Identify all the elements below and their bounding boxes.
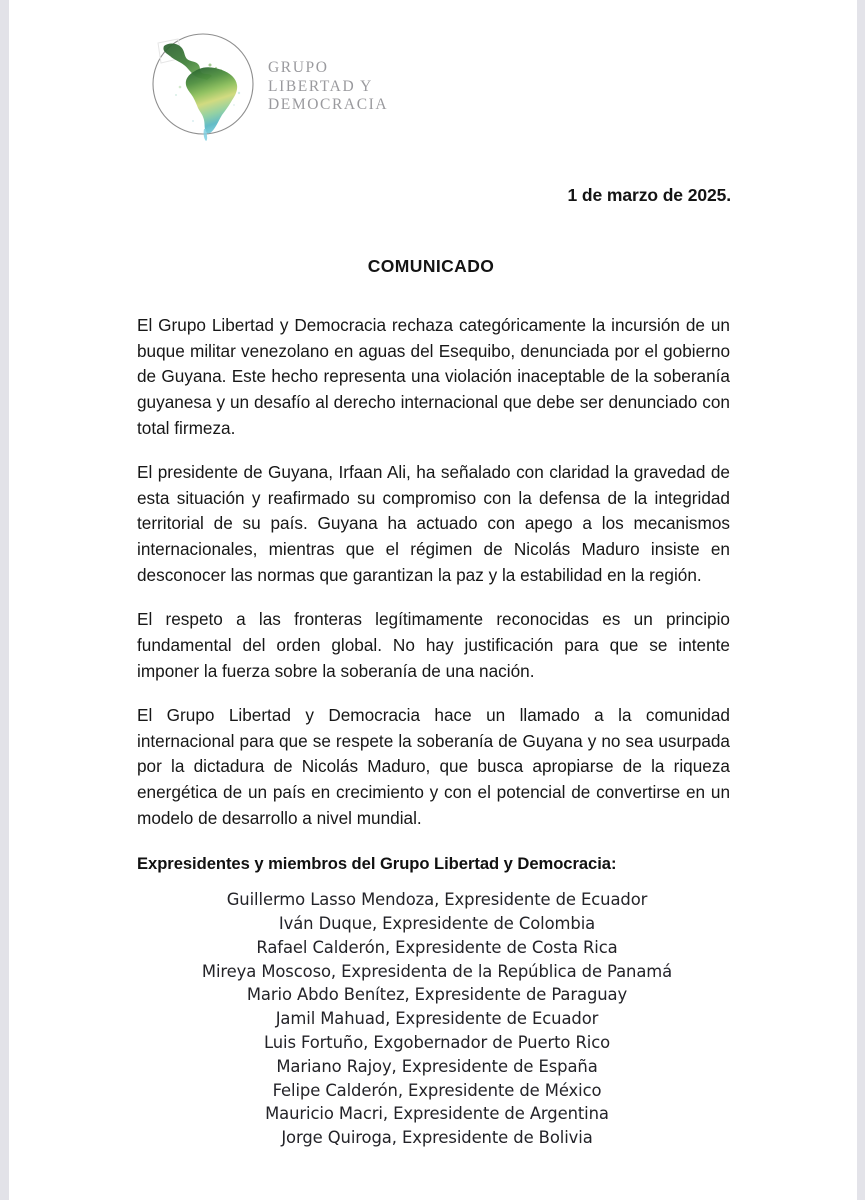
list-item: Mireya Moscoso, Expresidenta de la República de Panamá xyxy=(201,961,673,981)
list-item: Mario Abdo Benítez, Expresidente de Paraguay xyxy=(246,985,628,1005)
list-item: Felipe Calderón, Expresidente de México xyxy=(272,1080,602,1100)
body-paragraph: El Grupo Libertad y Democracia rechaza categóricamente la incursión de un buque militar venezolano en aguas del Esequibo, denunciada por el gobierno de Guyana. Este hecho representa una violación inaceptable de la soberanía guyanesa y un desafío al derecho internacional que debe ser denunciado con total firmeza. xyxy=(137,315,730,438)
list-item: Luis Fortuño, Exgobernador de Puerto Rico xyxy=(263,1032,611,1052)
body-paragraph: El Grupo Libertad y Democracia hace un llamado a la comunidad internacional para que se respete la soberanía de Guyana y no sea usurpada por la dictadura de Nicolás Maduro, que busca apropiarse de la riqueza energética de un país en crecimiento y con el potencial de convertirse en un modelo de desarrollo a nivel mundial. xyxy=(137,705,730,828)
signers-heading: Expresidentes y miembros del Grupo Libertad y Democracia: xyxy=(137,854,617,874)
list-item: Guillermo Lasso Mendoza, Expresidente de Ecuador xyxy=(226,890,648,910)
page-title: COMUNICADO xyxy=(367,256,495,276)
list-item: Iván Duque, Expresidente de Colombia xyxy=(278,914,596,934)
logo-wordmark-line-3: DEMOCRACIA xyxy=(268,96,389,114)
logo-wordmark xyxy=(268,59,388,116)
document-sheet xyxy=(9,0,857,1200)
list-item: Jamil Mahuad, Expresidente de Ecuador xyxy=(275,1009,599,1029)
document-body xyxy=(137,313,730,831)
logo-wordmark-line-1: GRUPO xyxy=(268,58,329,76)
list-item: Mariano Rajoy, Expresidente de España xyxy=(276,1056,598,1076)
signers-list xyxy=(9,888,857,1150)
body-paragraph: El presidente de Guyana, Irfaan Ali, ha señalado con claridad la gravedad de esta situación y reafirmado su compromiso con la defensa de la integridad territorial de su país. Guyana ha actuado con apego a los mecanismos internacionales, mientras que el régimen de Nicolás Maduro insiste en desconocer las normas que garantizan la paz y la estabilidad en la región. xyxy=(137,462,730,585)
letterhead xyxy=(9,0,857,130)
list-item: Mauricio Macri, Expresidente de Argentina xyxy=(265,1104,609,1124)
body-paragraph: El respeto a las fronteras legítimamente reconocidas es un principio fundamental del orden global. No hay justificación para que se intente imponer la fuerza sobre la soberanía de una nación. xyxy=(137,609,730,681)
latin-america-globe-emblem-icon xyxy=(144,25,262,143)
document-date: 1 de marzo de 2025. xyxy=(567,185,731,205)
list-item: Rafael Calderón, Expresidente de Costa Rica xyxy=(256,937,618,957)
list-item: Jorge Quiroga, Expresidente de Bolivia xyxy=(281,1128,593,1148)
logo-wordmark-line-2: LIBERTAD Y xyxy=(268,77,373,95)
